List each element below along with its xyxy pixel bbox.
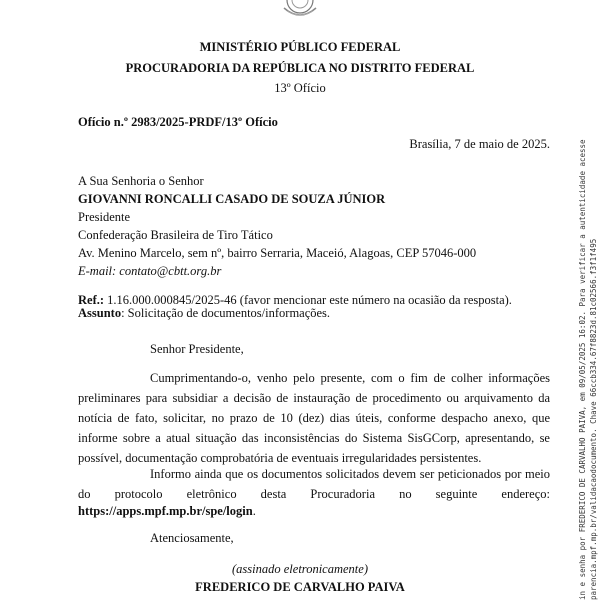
subject-value: : Solicitação de documentos/informações. <box>121 306 331 320</box>
addressee-name: GIOVANNI RONCALLI CASADO DE SOUZA JÚNIOR <box>78 192 386 206</box>
protocol-link[interactable]: https://apps.mpf.mp.br/spe/login <box>78 504 253 518</box>
side-text-line-2: parencia.mpf.mp.br/validacaodocumento. Chave 66ccb334.67f8823d.81c02566.f3f1f495 <box>589 238 598 600</box>
ref-value: 1.16.000.000845/2025-46 (favor mencionar este número na ocasião da resposta). <box>104 293 512 307</box>
para2-end-line <box>78 504 256 519</box>
header-ministry: MINISTÉRIO PÚBLICO FEDERAL <box>199 40 401 54</box>
addressee-org: Confederação Brasileira de Tiro Tático <box>78 228 273 242</box>
body-paragraph-2 <box>78 464 550 504</box>
body-paragraph-1: Cumprimentando-o, venho pelo presente, com o fim de colher informações preliminares para subsidiar a decisão de instauração de procedimento ou arquivamento da notícia de fato, solicitar, no prazo de 10 (dez) dias úteis, conforme despacho anexo, que informe sobre a atual situação das inconsistências do Sistema SisGCorp, apresentando, se possível, documentação comprobatória de eventuais irregularidades persistentes. <box>78 371 550 465</box>
addressee-salutation: A Sua Senhoria o Senhor <box>78 174 204 188</box>
subject-label: Assunto <box>78 306 122 320</box>
side-text-line-1: in e senha por FREDERICO DE CARVALHO PAIVA, em 09/05/2025 16:02. Para verificar a autenticidade acesse <box>578 139 587 600</box>
header-office: PROCURADORIA DA REPÚBLICA NO DISTRITO FEDERAL <box>125 61 475 75</box>
oficio-number: Ofício n.º 2983/2025-PRDF/13º Ofício <box>78 115 278 129</box>
para2-text: Informo ainda que os documentos solicitados devem ser peticionados por meio do protocolo eletrônico desta Procuradoria no seguinte endereço: <box>78 467 550 501</box>
header-section: 13º Ofício <box>274 81 326 95</box>
addressee-role: Presidente <box>78 210 131 224</box>
authentication-side-text <box>577 139 599 600</box>
addressee-address: Av. Menino Marcelo, sem nº, bairro Serraria, Maceió, Alagoas, CEP 57046-000 <box>78 246 477 260</box>
place-date: Brasília, 7 de maio de 2025. <box>409 137 550 151</box>
coat-of-arms-icon <box>278 0 322 20</box>
ref-label: Ref.: <box>78 293 105 307</box>
closing: Atenciosamente, <box>150 531 234 545</box>
signature-name: FREDERICO DE CARVALHO PAIVA <box>195 580 405 594</box>
subject-line <box>78 307 330 320</box>
addressee-email: E-mail: contato@cbtt.org.br <box>78 264 222 278</box>
signature-note: (assinado eletronicamente) <box>232 562 368 576</box>
para2-period: . <box>252 504 256 518</box>
greeting: Senhor Presidente, <box>150 342 244 356</box>
